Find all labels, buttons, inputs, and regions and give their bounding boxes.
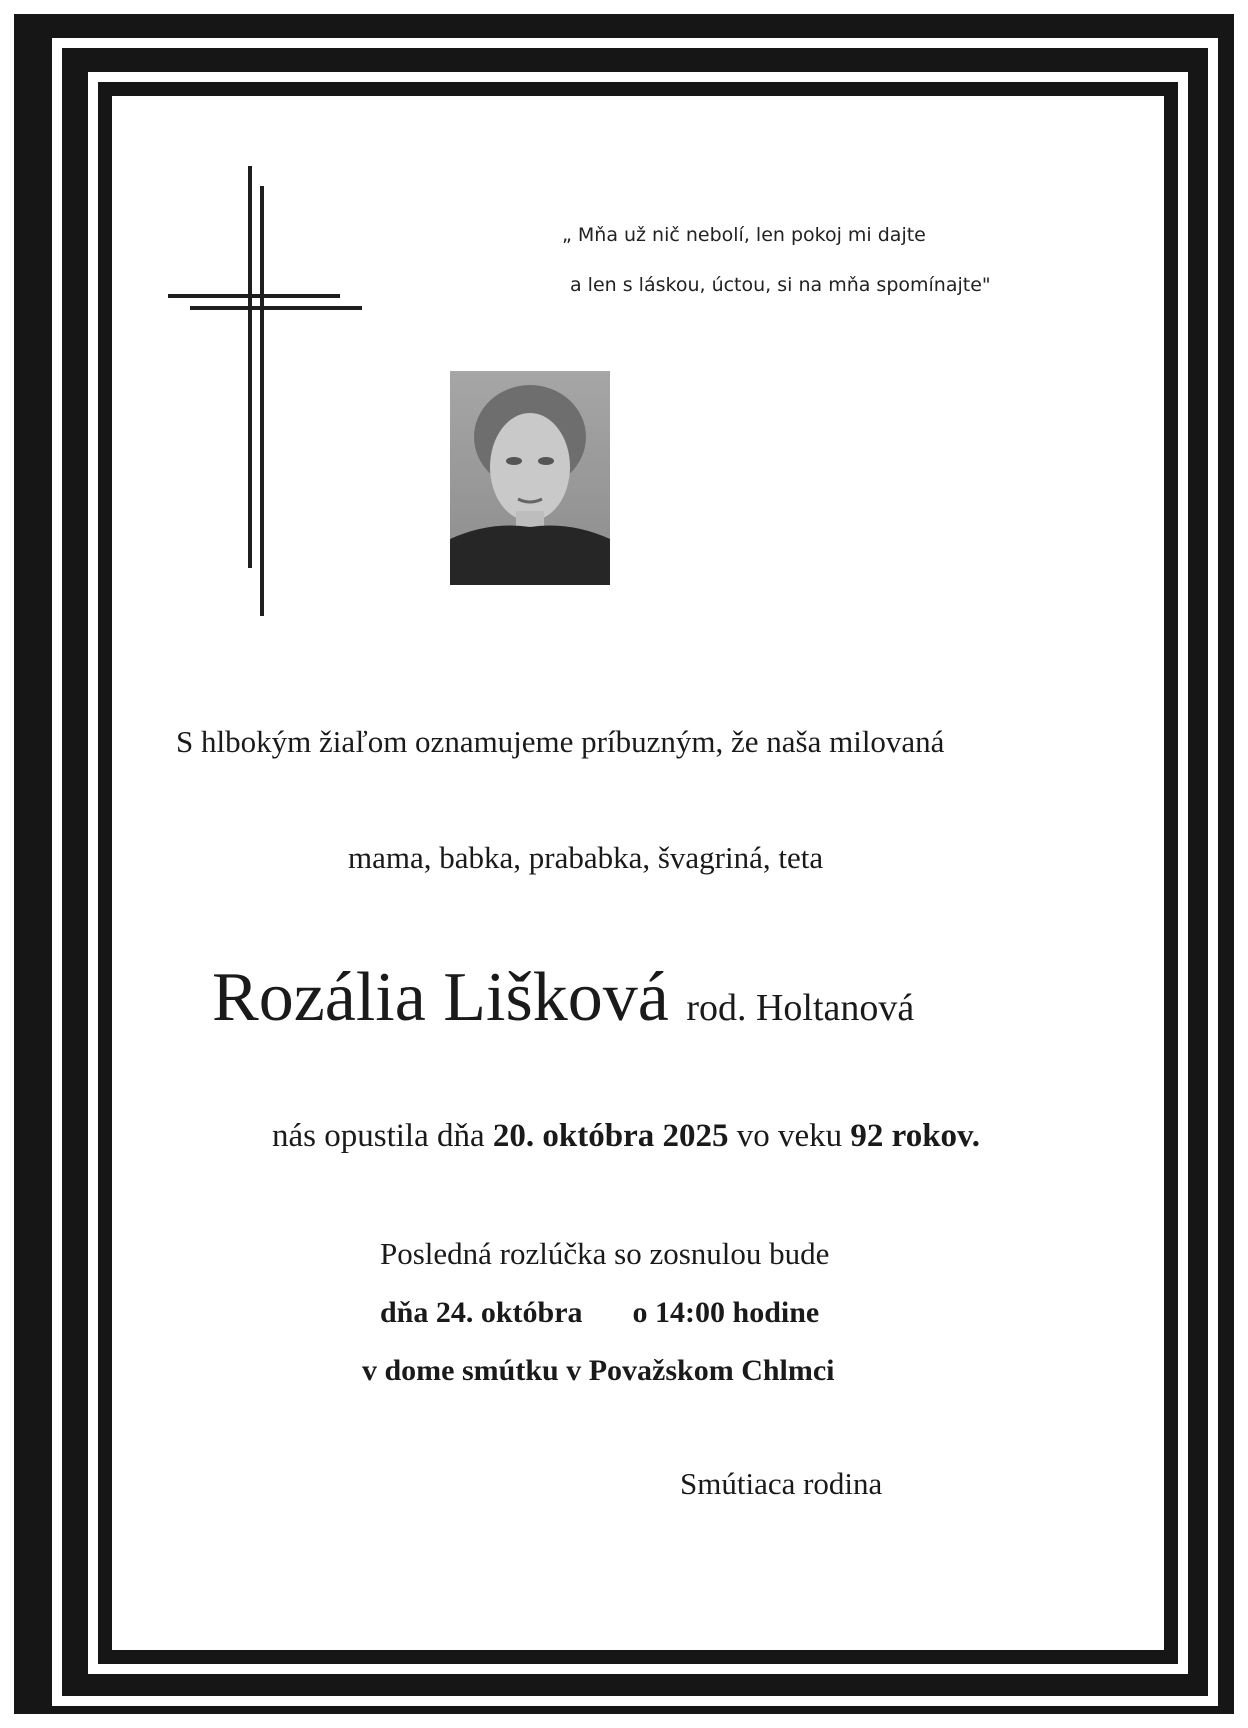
funeral-date: dňa 24. októbra [380, 1296, 583, 1329]
quote-line-1: „ Mňa už nič nebolí, len pokoj mi dajte [562, 224, 926, 246]
announcement-relations: mama, babka, prababka, švagriná, teta [348, 840, 824, 875]
cross-icon [166, 166, 366, 626]
age: 92 rokov. [850, 1118, 980, 1154]
funeral-intro: Posledná rozlúčka so zosnulou bude [380, 1236, 830, 1271]
date-of-death: 20. októbra 2025 [492, 1118, 729, 1154]
funeral-date-time [380, 1296, 819, 1330]
deceased-name-line [212, 958, 914, 1038]
date-of-death-line [272, 1118, 980, 1155]
quote-line-2: a len s láskou, úctou, si na mňa spomínajte" [570, 274, 991, 296]
signature: Smútiaca rodina [680, 1466, 883, 1501]
left-prefix: nás opustila dňa [272, 1118, 485, 1154]
deceased-name: Rozália Lišková [212, 959, 669, 1036]
age-prefix: vo veku [736, 1118, 843, 1154]
portrait-photo [450, 371, 610, 585]
funeral-time: o 14:00 hodine [632, 1296, 820, 1329]
funeral-place: v dome smútku v Považskom Chlmci [362, 1354, 835, 1387]
announcement-intro: S hlbokým žiaľom oznamujeme príbuzným, že naša milovaná [176, 724, 945, 759]
maiden-name: rod. Holtanová [686, 987, 915, 1029]
